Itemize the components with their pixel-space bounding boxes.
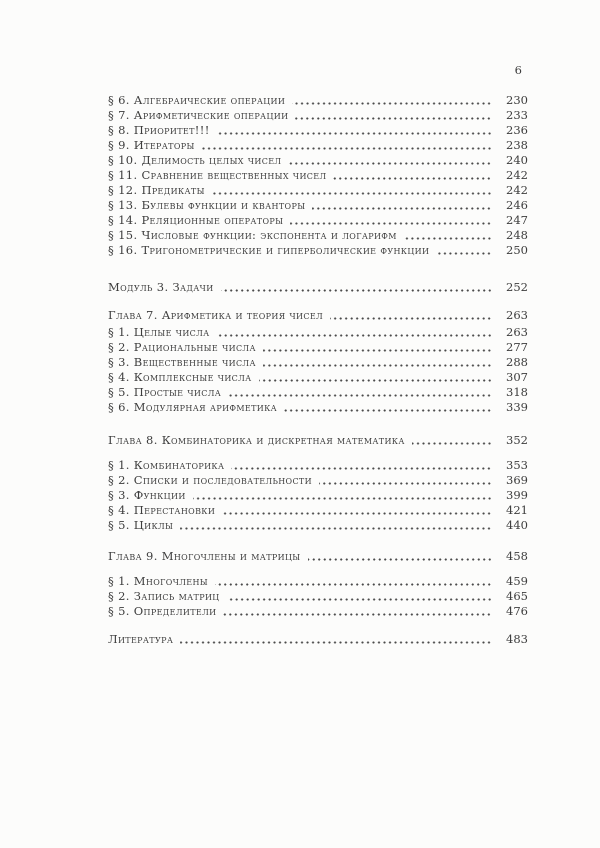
- toc-entry-page-number: 240: [506, 153, 528, 167]
- toc-row: [108, 355, 528, 370]
- toc-row: [108, 458, 528, 473]
- toc-row: [108, 574, 528, 589]
- toc-entry-label: § 9. Итераторы: [108, 138, 195, 152]
- toc-row: [108, 503, 528, 518]
- toc-group: [108, 632, 528, 647]
- toc-entry-label: § 5. Циклы: [108, 518, 174, 532]
- toc-entry-label: § 4. Комплексные числа: [108, 370, 252, 384]
- toc-entry-page-number: 369: [506, 473, 528, 487]
- toc-entry-page-number: 246: [506, 198, 528, 212]
- toc-entry-label: § 15. Числовые функции: экспонента и логарифм: [108, 228, 397, 242]
- toc-heading-row: [108, 308, 528, 323]
- dot-leader-decoration: [292, 102, 492, 105]
- dot-leader-decoration: [180, 527, 492, 530]
- toc-entry-page-number: 236: [506, 123, 528, 137]
- toc-entry-label: Литература: [108, 632, 174, 646]
- toc-entry-list: [108, 93, 528, 258]
- dot-leader-decoration: [193, 497, 492, 500]
- dot-leader-decoration: [330, 317, 492, 320]
- toc-entry-label: § 6. Модулярная арифметика: [108, 400, 278, 414]
- dot-leader-decoration: [404, 237, 492, 240]
- toc-entry-label: § 2. Рациональные числа: [108, 340, 256, 354]
- dot-leader-decoration: [228, 394, 492, 397]
- toc-row: [108, 93, 528, 108]
- toc-row: [108, 488, 528, 503]
- toc-entry-page-number: 288: [506, 355, 528, 369]
- toc-row: [108, 213, 528, 228]
- toc-group: [108, 433, 528, 533]
- toc-entry-label: § 4. Перестановки: [108, 503, 216, 517]
- toc-entry-page-number: 307: [506, 370, 528, 384]
- toc-heading-row: [108, 632, 528, 647]
- toc-heading-row: [108, 433, 528, 448]
- toc-entry-page-number: 458: [506, 549, 528, 563]
- toc-entry-page-number: 242: [506, 183, 528, 197]
- toc-heading-row: [108, 280, 528, 295]
- toc-entry-page-number: 399: [506, 488, 528, 502]
- toc-entry-page-number: 233: [506, 108, 528, 122]
- toc-entry-list: [108, 458, 528, 533]
- toc-entry-page-number: 353: [506, 458, 528, 472]
- dot-leader-decoration: [259, 379, 492, 382]
- toc-entry-label: § 7. Арифметические операции: [108, 108, 289, 122]
- toc-entry-label: § 6. Алгебраические операции: [108, 93, 286, 107]
- toc-entry-page-number: 465: [506, 589, 528, 603]
- toc-group: [108, 280, 528, 295]
- toc-entry-label: § 3. Функции: [108, 488, 186, 502]
- toc-row: [108, 123, 528, 138]
- toc-entry-label: § 12. Предикаты: [108, 183, 205, 197]
- toc-entry-label: § 2. Списки и последовательности: [108, 473, 312, 487]
- toc-entry-label: § 11. Сравнение вещественных чисел: [108, 168, 327, 182]
- dot-leader-decoration: [212, 192, 492, 195]
- toc-entry-label: Модуль 3. Задачи: [108, 280, 214, 294]
- toc-entry-page-number: 459: [506, 574, 528, 588]
- toc-entry-page-number: 339: [506, 400, 528, 414]
- dot-leader-decoration: [436, 252, 492, 255]
- toc-row: [108, 168, 528, 183]
- toc-row: [108, 108, 528, 123]
- toc-row: [108, 243, 528, 258]
- toc-heading-row: [108, 549, 528, 564]
- toc-row: [108, 385, 528, 400]
- toc-entry-label: § 10. Делимость целых чисел: [108, 153, 282, 167]
- dot-leader-decoration: [312, 207, 492, 210]
- toc-row: [108, 473, 528, 488]
- toc-row: [108, 228, 528, 243]
- toc-entry-page-number: 247: [506, 213, 528, 227]
- toc-entry-page-number: 242: [506, 168, 528, 182]
- dot-leader-decoration: [202, 147, 492, 150]
- toc-row: [108, 518, 528, 533]
- dot-leader-decoration: [227, 598, 492, 601]
- dot-leader-decoration: [263, 349, 492, 352]
- toc-entry-label: Глава 9. Многочлены и матрицы: [108, 549, 301, 563]
- toc-row: [108, 400, 528, 415]
- dot-leader-decoration: [231, 467, 492, 470]
- toc-group: [108, 93, 528, 258]
- toc-entry-label: § 8. Приоритет!!!: [108, 123, 210, 137]
- toc-entry-page-number: 476: [506, 604, 528, 618]
- toc-entry-page-number: 238: [506, 138, 528, 152]
- toc-entry-label: § 3. Вещественные числа: [108, 355, 256, 369]
- toc-row: [108, 370, 528, 385]
- toc-group: [108, 549, 528, 619]
- toc-entry-page-number: 440: [506, 518, 528, 532]
- toc-row: [108, 138, 528, 153]
- toc-entry-page-number: 352: [506, 433, 528, 447]
- toc-entry-label: § 5. Определители: [108, 604, 217, 618]
- toc-row: [108, 198, 528, 213]
- dot-leader-decoration: [284, 409, 492, 412]
- dot-leader-decoration: [288, 162, 492, 165]
- toc-entry-page-number: 263: [506, 308, 528, 322]
- toc-entry-label: § 13. Булевы функции и кванторы: [108, 198, 306, 212]
- toc-row: [108, 604, 528, 619]
- dot-leader-decoration: [223, 613, 492, 616]
- toc-entry-label: § 1. Многочлены: [108, 574, 208, 588]
- toc-entry-label: Глава 7. Арифметика и теория чисел: [108, 308, 324, 322]
- dot-leader-decoration: [263, 364, 492, 367]
- toc-row: [108, 153, 528, 168]
- dot-leader-decoration: [217, 132, 492, 135]
- toc-row: [108, 589, 528, 604]
- dot-leader-decoration: [319, 482, 492, 485]
- dot-leader-decoration: [217, 334, 492, 337]
- dot-leader-decoration: [295, 117, 492, 120]
- dot-leader-decoration: [215, 583, 492, 586]
- toc-entry-label: § 5. Простые числа: [108, 385, 222, 399]
- table-of-contents: [108, 93, 528, 647]
- dot-leader-decoration: [290, 222, 492, 225]
- dot-leader-decoration: [308, 558, 492, 561]
- toc-entry-page-number: 252: [506, 280, 528, 294]
- toc-group: [108, 308, 528, 415]
- toc-entry-page-number: 421: [506, 503, 528, 517]
- toc-entry-list: [108, 325, 528, 415]
- toc-entry-page-number: 277: [506, 340, 528, 354]
- dot-leader-decoration: [333, 177, 492, 180]
- dot-leader-decoration: [221, 289, 492, 292]
- toc-row: [108, 183, 528, 198]
- dot-leader-decoration: [222, 512, 492, 515]
- toc-entry-page-number: 250: [506, 243, 528, 257]
- toc-entry-label: § 14. Реляционные операторы: [108, 213, 284, 227]
- toc-row: [108, 340, 528, 355]
- toc-entry-label: § 1. Целые числа: [108, 325, 210, 339]
- toc-row: [108, 325, 528, 340]
- dot-leader-decoration: [180, 641, 492, 644]
- toc-entry-list: [108, 574, 528, 619]
- toc-entry-page-number: 318: [506, 385, 528, 399]
- toc-entry-page-number: 263: [506, 325, 528, 339]
- toc-entry-page-number: 230: [506, 93, 528, 107]
- toc-entry-label: § 16. Тригонометрические и гиперболические функции: [108, 243, 430, 257]
- toc-entry-label: § 2. Запись матриц: [108, 589, 220, 603]
- toc-entry-page-number: 248: [506, 228, 528, 242]
- toc-entry-page-number: 483: [506, 632, 528, 646]
- page-number: 6: [514, 63, 522, 77]
- dot-leader-decoration: [412, 442, 492, 445]
- toc-entry-label: § 1. Комбинаторика: [108, 458, 225, 472]
- toc-entry-label: Глава 8. Комбинаторика и дискретная математика: [108, 433, 405, 447]
